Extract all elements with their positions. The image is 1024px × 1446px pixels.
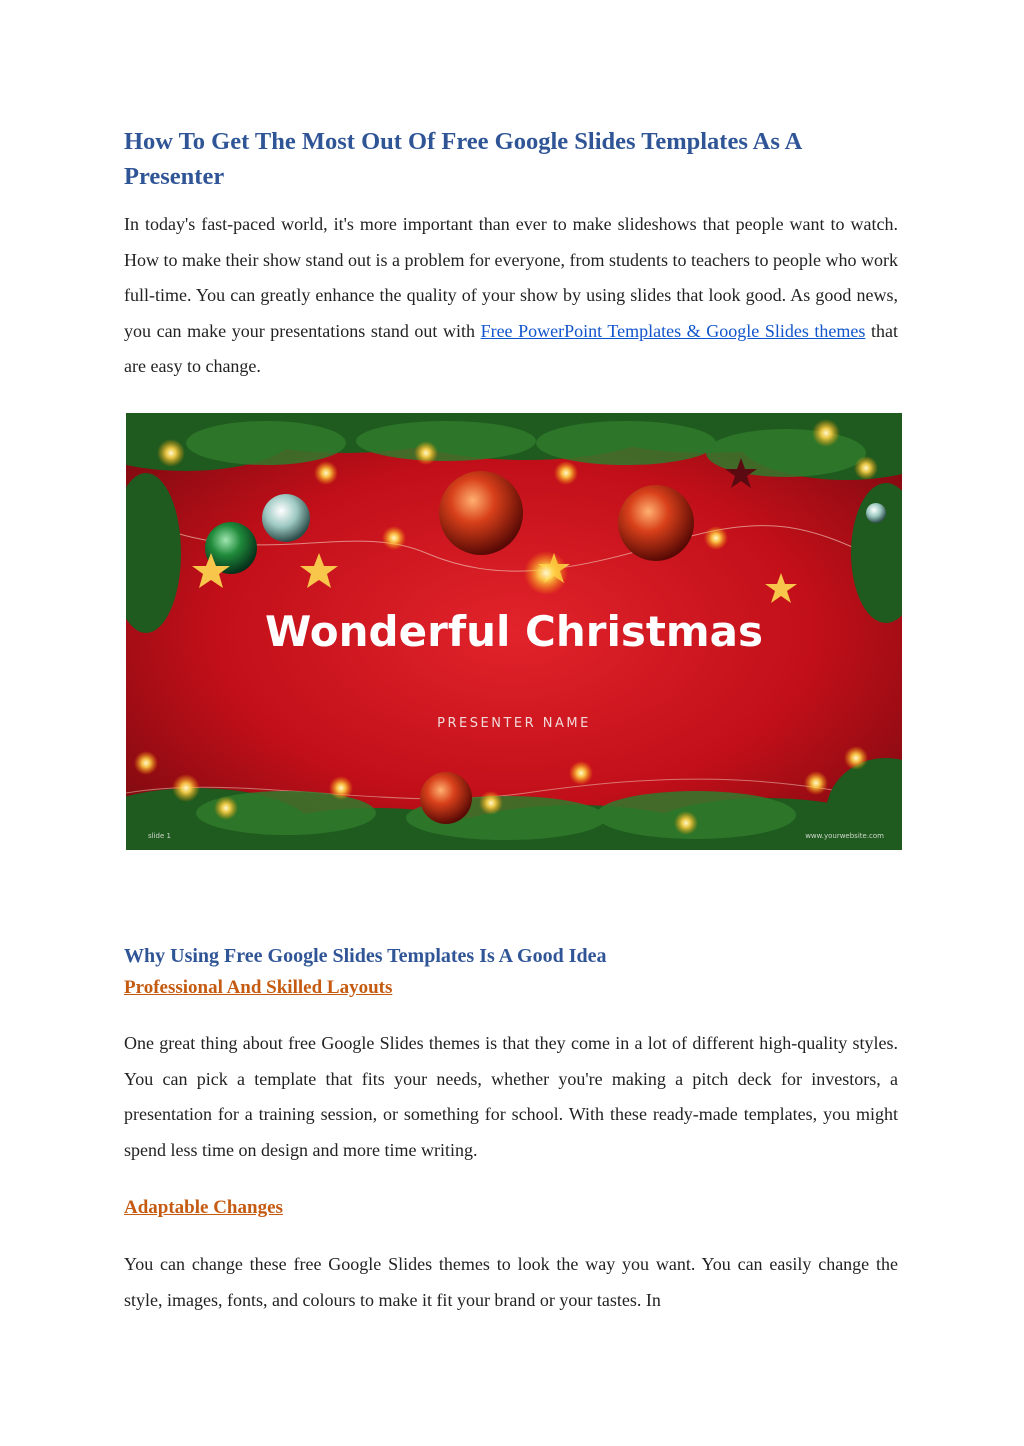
red-ornament-snowflake [439,471,523,555]
slide-number: slide 1 [148,832,171,840]
intro-paragraph [124,207,898,385]
subheading-professional-layouts: Professional And Skilled Layouts [124,977,393,998]
templates-link[interactable]: Free PowerPoint Templates & Google Slides themes [480,320,866,341]
small-ornament-right [866,503,886,523]
red-ornament-bottom [420,772,472,824]
subheading-adaptable-changes: Adaptable Changes [124,1197,283,1218]
christmas-slide-image [126,413,902,850]
slide-title: Wonderful Christmas [264,607,764,656]
article-title: How To Get The Most Out Of Free Google Slides Templates As A Presenter [124,128,801,190]
intro-text: In today's fast-paced world, it's more important than ever to make slideshows that people want to watch. How to make their show stand out is a problem for everyone, from students to teachers to people who work full-time. You can greatly enhance the quality of your show by using slides that look good. As good news, you can make your presentations stand out with [124,214,898,341]
slide-website: www.yourwebsite.com [805,832,884,840]
intro-tail: that are easy to change. [124,320,898,376]
section-heading: Why Using Free Google Slides Templates Is A Good Idea [124,945,607,967]
red-ornament-right [618,485,694,561]
silver-ornament [262,494,310,542]
paragraph-changes: You can change these free Google Slides themes to look the way you want. You can easily change the style, images, fonts, and colours to make it fit your brand or your tastes. In [124,1254,898,1310]
slide-subtitle: PRESENTER NAME [437,716,591,731]
paragraph-layouts: One great thing about free Google Slides themes is that they come in a lot of different high-quality styles. You can pick a template that fits your needs, whether you're making a pitch deck for investors, a presentation for a training session, or something for school. With these ready-made templates, you might spend less time on design and more time writing. [124,1033,898,1160]
